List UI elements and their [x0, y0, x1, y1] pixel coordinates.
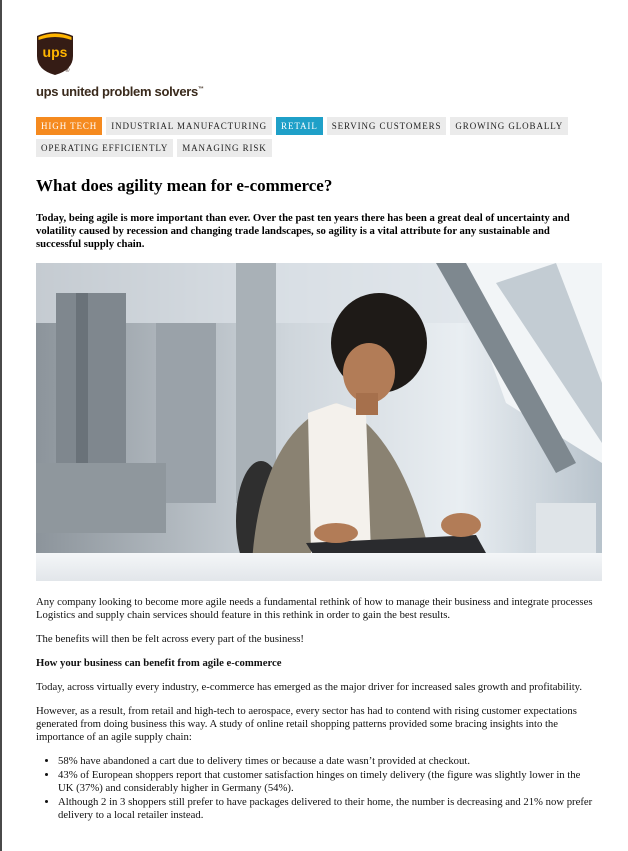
tag-row-2 [36, 139, 602, 157]
list-item: • 43% of European shoppers report that customer satisfaction hinges on timely delivery (the figure was slightly lower in the UK (37%) and considerably higher in Germany (54%). [58, 769, 596, 795]
page-edge-rule [0, 0, 2, 851]
tag-high-tech[interactable]: HIGH TECH [36, 117, 102, 135]
brand-tagline [36, 84, 204, 99]
ups-logo-text: ups [42, 44, 68, 60]
list-item: • Although 2 in 3 shoppers still prefer to have packages delivered to their home, the number is decreasing and 21% now prefer delivery to a local retailer instead. [58, 796, 596, 822]
tag-serving-customers[interactable]: SERVING CUSTOMERS [327, 117, 447, 135]
tag-managing-risk[interactable]: MANAGING RISK [177, 139, 271, 157]
paragraph-2: The benefits will then be felt across every part of the business! [36, 633, 304, 645]
list-item: • 58% have abandoned a cart due to delivery times or because a date wasn’t provided at checkout. [58, 755, 596, 768]
tag-row-1 [36, 117, 602, 135]
registered-mark: ® [65, 68, 70, 74]
ups-logo[interactable] [36, 30, 74, 81]
section-subheading: How your business can benefit from agile e-commerce [36, 657, 282, 669]
insights-list [36, 755, 596, 822]
paragraph-1: Any company looking to become more agile needs a fundamental rethink of how to manage their business and integrate processes Logistics and supply chain services should feature in this rethink in order to gain the best results. [36, 596, 593, 621]
tagline-text: ups united problem solvers [36, 84, 198, 99]
category-tags [36, 117, 602, 161]
tag-operating-efficiently[interactable]: OPERATING EFFICIENTLY [36, 139, 173, 157]
article-intro: Today, being agile is more important than ever. Over the past ten years there has been a great deal of uncertainty and volatility caused by recession and changing trade landscapes, so agility is a vital attribute for any sustainable and successful supply chain. [36, 212, 570, 250]
tag-retail[interactable]: RETAIL [276, 117, 323, 135]
trademark-mark: ™ [197, 86, 204, 93]
article-title: What does agility mean for e-commerce? [36, 176, 333, 195]
tag-growing-globally[interactable]: GROWING GLOBALLY [450, 117, 568, 135]
tag-industrial-manufacturing[interactable]: INDUSTRIAL MANUFACTURING [106, 117, 272, 135]
paragraph-3: Today, across virtually every industry, e-commerce has emerged as the major driver for increased sales growth and profitability. [36, 681, 582, 693]
hero-photo [36, 263, 602, 581]
article-body [36, 596, 596, 823]
paragraph-4: However, as a result, from retail and high-tech to aerospace, every sector has had to contend with rising customer expectations generated from doing business this way. A study of online retail shopping patterns provided some bracing insights into the importance of an agile supply chain: [36, 705, 577, 743]
woman-with-tablet-image [36, 263, 602, 581]
